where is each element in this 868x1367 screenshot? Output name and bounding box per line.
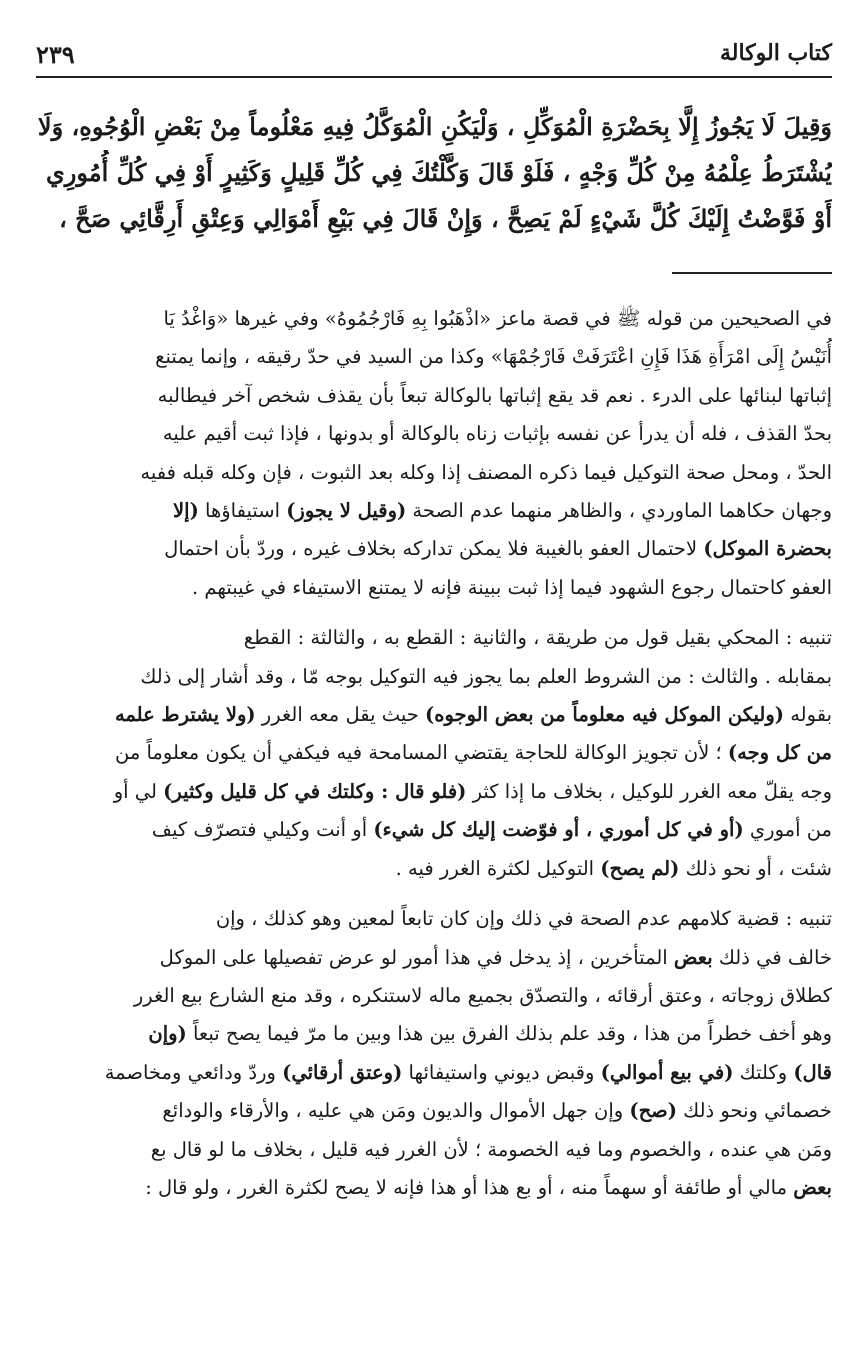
text-run: وجهان حكاهما الماوردي ، والظاهر منهما عدم الصحة [406, 499, 832, 523]
book-title: كتاب الوكالة [719, 40, 832, 66]
page-number: ٢٣٩ [36, 40, 75, 69]
text-line [36, 734, 832, 772]
text-line [36, 939, 832, 977]
text-line: الحدّ ، ومحل صحة التوكيل فيما ذكره المصنف إذا وكله بعد الثبوت ، فإن وكله قبله ففيه [140, 460, 832, 484]
matn-quote: بعض [673, 945, 713, 969]
matn-line: يُشْتَرَطُ عِلْمُهُ مِنْ كُلِّ وَجْهٍ ، فَلَوْ قَالَ وَكَّلْتُكَ فِي كُلِّ قَلِيلٍ وَكَثِيرٍ أَوْ فِي كُلِّ أُمُورِي [46, 158, 832, 187]
matn-quote: (وعتق أرقائي) [282, 1060, 403, 1084]
matn-quote: (صح) [629, 1099, 677, 1123]
matn-quote: (فلو قال : وكلتك في كل قليل وكثير) [163, 779, 467, 803]
matn-text [36, 104, 832, 242]
matn-sharh-separator [672, 272, 832, 274]
matn-quote: من كل وجه) [727, 741, 832, 765]
text-line: أُنَيْسُ إِلَى امْرَأَةِ هَذَا فَإِنِ اعْتَرَفَتْ فَارْجُمْهَا» وكذا من السيد في حدّ رقيقه ، وإنما يمتنع [155, 345, 832, 369]
text-line: في الصحيحين من قوله ﷺ في قصة ماعز «اذْهَبُوا بِهِ فَارْجُمُوهُ» وفي غيرها «وَاغْدُ يَا [163, 307, 832, 330]
matn-quote: (وقيل لا يجوز) [286, 499, 407, 523]
text-line: العفو كاحتمال رجوع الشهود فيما إذا ثبت ببينة فإنه لا يمتنع الاستيفاء في غيبتهم . [192, 575, 832, 599]
text-run: وجه يقلّ معه الغرر للوكيل ، بخلاف ما إذا كثر [466, 779, 832, 803]
matn-quote: (وإن [148, 1022, 187, 1046]
text-run: خالف في ذلك [712, 945, 832, 969]
text-run: وهو أخف خطراً من هذا ، وقد علم بذلك الفرق بين هذا وبين ما مرّ فيما يصح تبعاً [186, 1022, 832, 1046]
text-line: تنبيه : المحكي بقيل قول من طريقة ، والثانية : القطع به ، والثالثة : القطع [243, 626, 832, 650]
matn-line: وَقِيلَ لَا يَجُوزُ إِلَّا بِحَضْرَةِ الْمُوَكِّلِ ، وَلْيَكُنِ الْمُوَكَّلُ فِيهِ مَعْلُوماً مِنْ بَعْضِ الْوُجُوهِ، وَلَا [37, 112, 832, 141]
text-line: بمقابله . والثالث : من الشروط العلم بما يجوز فيه التوكيل بوجه مّا ، وقد أشار إلى ذلك [140, 664, 832, 688]
text-line [36, 1015, 832, 1053]
text-run: لي أو [113, 779, 164, 803]
text-run: استيفاؤها [198, 499, 287, 523]
text-line [36, 1054, 832, 1092]
matn-line: أَوْ فَوَّضْتُ إِلَيْكَ كُلَّ شَيْءٍ لَمْ يَصِحَّ ، وَإِنْ قَالَ فِي بَيْعِ أَمْوَالِي وَعِتْقِ أَرِقَّائِي صَحَّ ، [59, 204, 832, 233]
text-line: إثباتها لبنائها على الدرء . نعم قد يقع إثباتها بالوكالة تبعاً بأن يقذف شخص آخر فيطالبه [157, 383, 832, 407]
text-run: مالي أو طائفة أو سهماً منه ، أو بع هذا أو هذا فإنه لا يصح لكثرة الغرر ، ولو قال : [145, 1175, 794, 1199]
text-run: المتأخرين ، إذ يدخل في هذا أمور لو عرض تفصيلها على الموكل [159, 945, 674, 969]
text-line [36, 811, 832, 849]
matn-quote: (وليكن الموكل فيه معلوماً من بعض الوجوه) [425, 703, 785, 727]
text-run: وقبض ديوني واستيفائها [402, 1060, 601, 1084]
sharh-paragraph-1 [36, 300, 832, 607]
sharh-commentary [36, 300, 832, 1207]
matn-quote: (إلا [173, 499, 199, 523]
text-run: أو أنت وكيلي فتصرّف كيف [151, 818, 374, 842]
text-run: حيث يقل معه الغرر [255, 703, 425, 727]
text-run: بقوله [784, 703, 832, 727]
text-line [36, 696, 832, 734]
text-run: من أموري [743, 818, 832, 842]
text-run: لاحتمال العفو بالغيبة فلا يمكن تداركه بخلاف غيره ، وردّ بأن احتمال [164, 537, 704, 561]
text-line: كطلاق زوجاته ، وعتق أرقائه ، والتصدّق بجميع ماله لاستنكره ، وقد منع الشارع بيع الغرر [133, 983, 832, 1007]
text-line [36, 773, 832, 811]
text-line: تنبيه : قضية كلامهم عدم الصحة في ذلك وإن كان تابعاً لمعين وهو كذلك ، وإن [215, 907, 832, 931]
text-line [36, 492, 832, 530]
text-run: وردّ ودائعي ومخاصمة [104, 1060, 283, 1084]
text-run: شئت ، أو نحو ذلك [679, 856, 832, 880]
text-line [36, 1092, 832, 1130]
matn-quote: بحضرة الموكل) [703, 537, 832, 561]
text-line: ومَن هي عنده ، والخصوم وما فيه الخصومة ؛ لأن الغرر فيه قليل ، بخلاف ما لو قال بع [150, 1137, 832, 1161]
text-line [36, 530, 832, 568]
matn-quote: قال) [793, 1060, 832, 1084]
matn-quote: (أو في كل أموري ، أو فوّضت إليك كل شيء) [373, 818, 744, 842]
sharh-paragraph-3 [36, 900, 832, 1207]
matn-quote: (في بيع أموالي) [600, 1060, 734, 1084]
text-line: بحدّ القذف ، فله أن يدرأ عن نفسه بإثبات زناه بالوكالة أو بدونها ، فإذا ثبت أقيم عليه [162, 422, 832, 446]
text-run: وإن جهل الأموال والديون ومَن هي عليه ، والأرقاء والودائع [162, 1099, 630, 1123]
sharh-paragraph-2 [36, 619, 832, 888]
matn-quote: (لم يصح) [600, 856, 680, 880]
text-line [36, 850, 832, 888]
matn-quote: (ولا يشترط علمه [114, 703, 256, 727]
text-run: ؛ لأن تجويز الوكالة للحاجة يقتضي المسامحة فيه فيكفي أن يكون معلوماً من [115, 741, 728, 765]
text-run: التوكيل لكثرة الغرر فيه . [395, 856, 601, 880]
book-page [36, 36, 832, 1336]
page-header [36, 36, 832, 78]
text-run: وكلتك [733, 1060, 794, 1084]
matn-quote: بعض [793, 1175, 832, 1199]
text-run: خصمائي ونحو ذلك [676, 1099, 832, 1123]
text-line [36, 1169, 832, 1207]
